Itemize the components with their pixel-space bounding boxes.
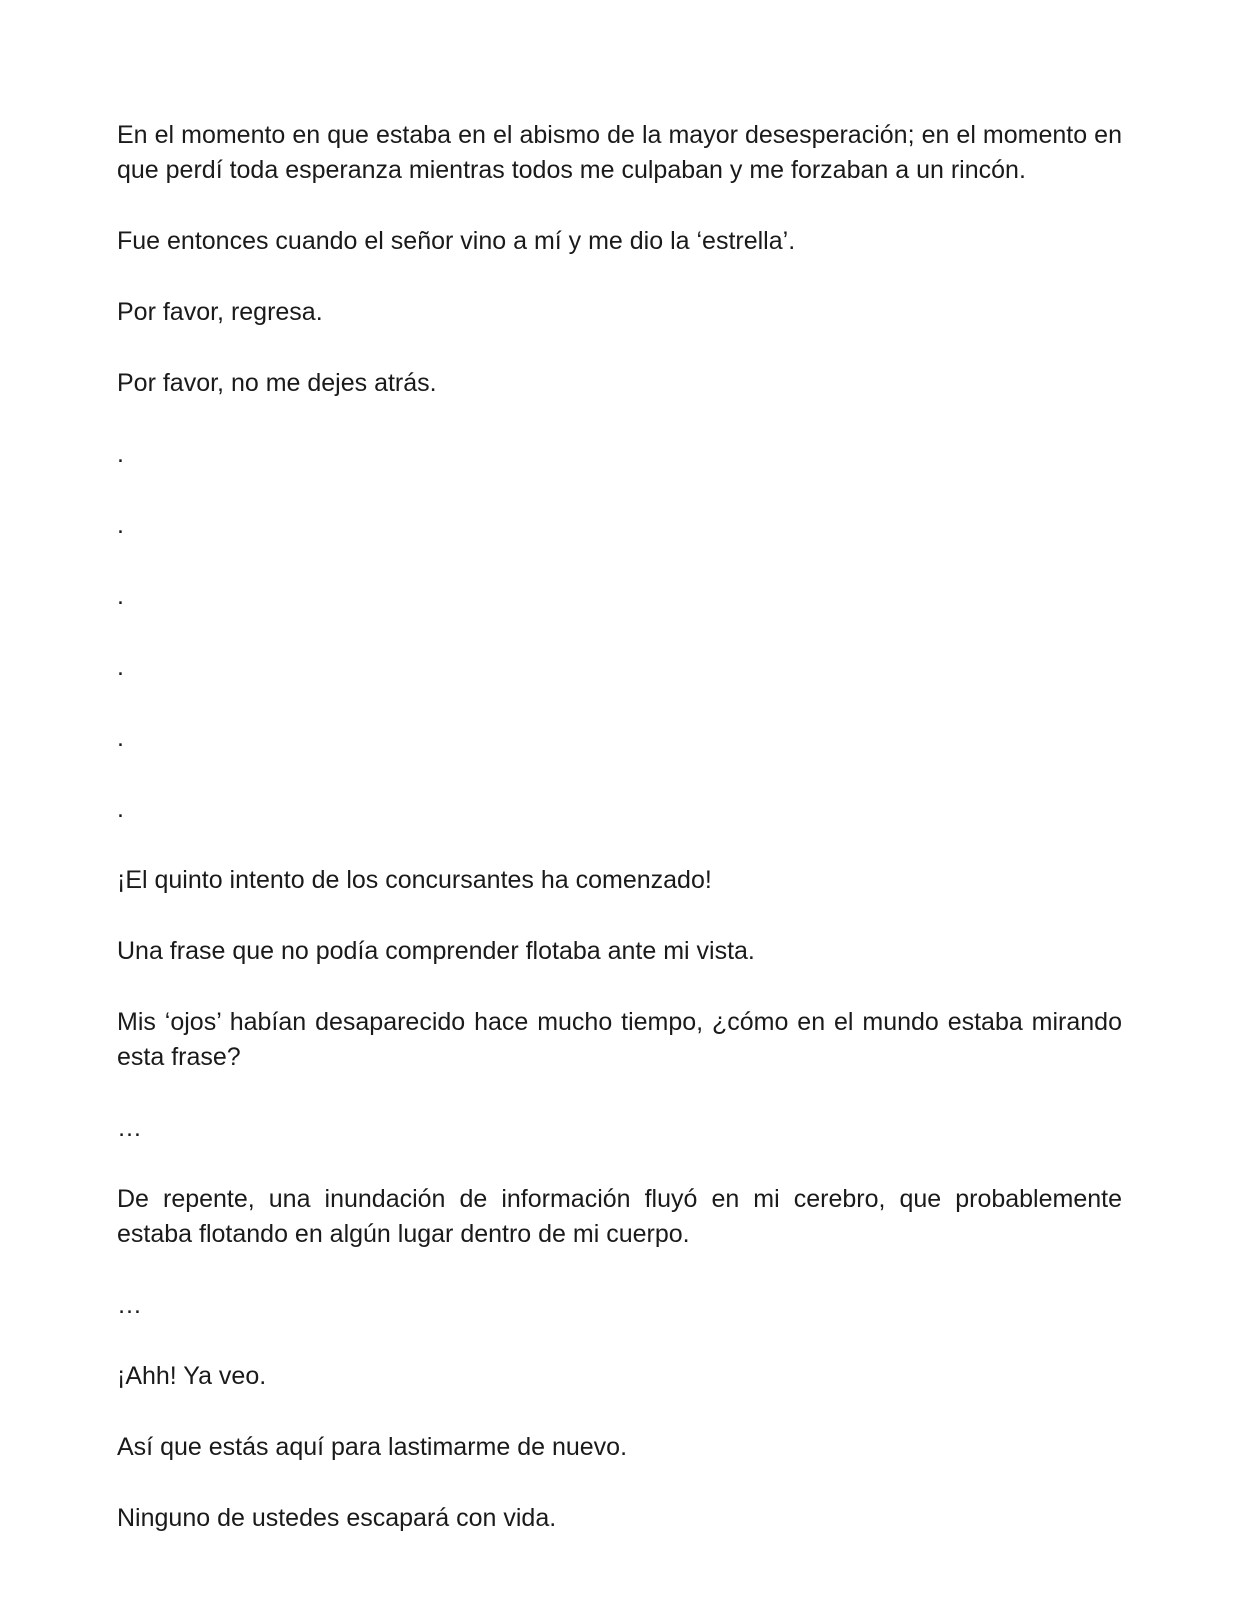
scene-break-dot: . [117,724,124,752]
ellipsis-line: … [117,1291,142,1319]
scene-break-dot: . [117,440,124,468]
paragraph-star: Fue entonces cuando el señor vino a mí y me dio la ‘estrella’. [117,227,796,255]
paragraph-fifth-attempt: ¡El quinto intento de los concursantes ha comenzado! [117,866,712,894]
paragraph-floating-phrase: Una frase que no podía comprender flotaba ante mi vista. [117,937,755,965]
paragraph-hurt-again: Así que estás aquí para lastimarme de nuevo. [117,1433,628,1461]
paragraph-ahh: ¡Ahh! Ya veo. [117,1362,267,1390]
scene-break-dot: . [117,795,124,823]
scene-break-dot: . [117,582,124,610]
paragraph-no-escape: Ninguno de ustedes escapará con vida. [117,1504,557,1532]
scene-break-dot: . [117,511,124,539]
paragraph-information-flood: De repente, una inundación de información fluyó en mi cerebro, que probablemente estaba flotando en algún lugar dentro de mi cuerpo. [117,1185,1122,1248]
scene-break-dot: . [117,653,124,681]
ellipsis-line: … [117,1114,142,1142]
paragraph-come-back: Por favor, regresa. [117,298,323,326]
paragraph-despair: En el momento en que estaba en el abismo de la mayor desesperación; en el momento en que perdí toda esperanza mientras todos me culpaban y me forzaban a un rincón. [117,121,1122,184]
document-body [117,118,1122,1572]
paragraph-eyes: Mis ‘ojos’ habían desaparecido hace mucho tiempo, ¿cómo en el mundo estaba mirando esta frase? [117,1008,1122,1071]
paragraph-dont-leave: Por favor, no me dejes atrás. [117,369,437,397]
